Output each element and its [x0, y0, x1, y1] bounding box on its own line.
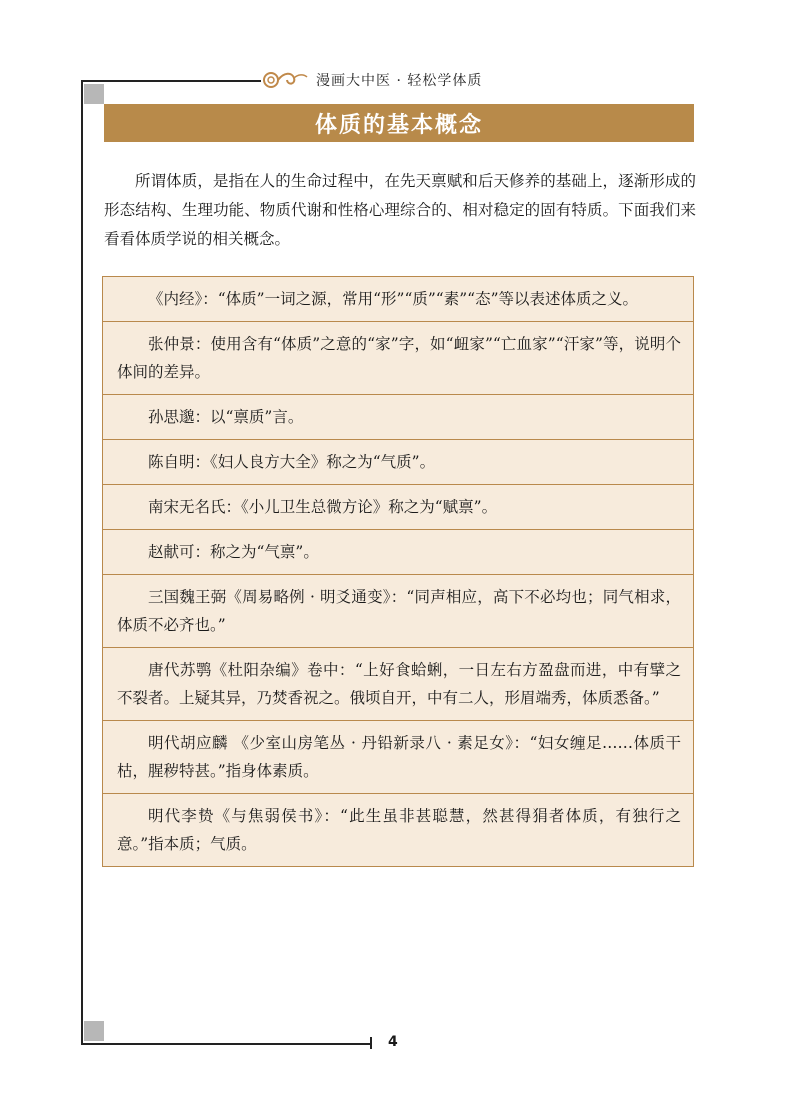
page-number: 4	[388, 1034, 398, 1050]
page-frame-top-line	[81, 80, 261, 82]
table-row: 明代胡应麟 《少室山房笔丛 · 丹铅新录八 · 素足女》：“妇女缠足……体质干枯，腥秽特甚。”指身体素质。	[103, 721, 693, 794]
table-row: 三国魏王弼《周易略例 · 明爻通变》：“同声相应，高下不必均也；同气相求，体质不必齐也。”	[103, 575, 693, 648]
table-row: 陈自明：《妇人良方大全》称之为“气质”。	[103, 440, 693, 485]
running-title: 漫画大中医 · 轻松学体质	[316, 73, 483, 89]
table-row: 唐代苏鹗《杜阳杂编》卷中：“上好食蛤蜊，一日左右方盈盘而进，中有擘之不裂者。上疑其异，乃焚香祝之。俄顷自开，中有二人，形眉端秀，体质悉备。”	[103, 648, 693, 721]
running-header	[262, 66, 482, 94]
swirl-ornament-icon	[262, 68, 308, 92]
corner-square-top	[84, 84, 104, 104]
table-row: 明代李贽《与焦弱侯书》：“此生虽非甚聪慧，然甚得狷者体质，有独行之意。”指本质；气质。	[117, 807, 681, 853]
corner-square-bottom	[84, 1021, 104, 1041]
intro-paragraph: 所谓体质，是指在人的生命过程中，在先天禀赋和后天修养的基础上，逐渐形成的形态结构、生理功能、物质代谢和性格心理综合的、相对稳定的固有特质。下面我们来看看体质学说的相关概念。	[104, 172, 696, 248]
page-frame-left-line	[81, 80, 83, 1045]
section-title: 体质的基本概念	[314, 112, 483, 138]
table-row: 赵献可：称之为“气禀”。	[103, 530, 693, 575]
section-title-bar	[104, 104, 694, 142]
table-row: 孙思邈：以“禀质”言。	[103, 395, 693, 440]
table-row: 南宋无名氏：《小儿卫生总微方论》称之为“赋禀”。	[103, 485, 693, 530]
table-row: 张仲景：使用含有“体质”之意的“家”字，如“衄家”“亡血家”“汗家”等，说明个体间的差异。	[103, 322, 693, 395]
table-row: 《内经》：“体质”一词之源，常用“形”“质”“素”“态”等以表述体质之义。	[103, 277, 693, 322]
page-frame-bottom-line	[81, 1043, 371, 1045]
concept-table	[102, 276, 694, 867]
page-frame-bottom-tick	[370, 1037, 372, 1049]
